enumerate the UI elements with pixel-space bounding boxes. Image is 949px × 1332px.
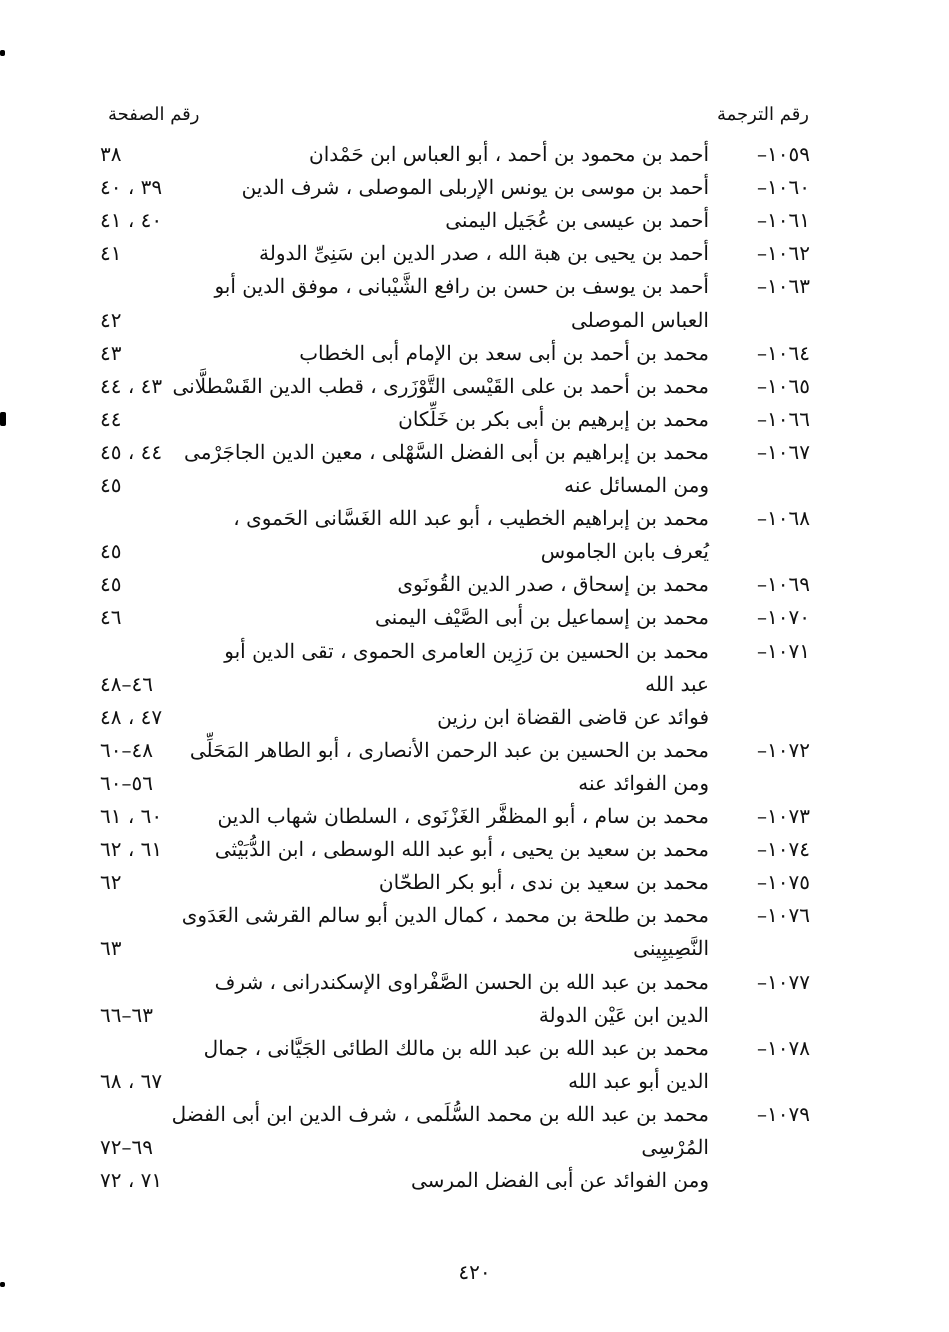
entry-pages: ٦٧ ، ٦٨ (100, 1068, 163, 1093)
index-line (0, 473, 949, 505)
index-line (0, 374, 949, 406)
index-line (0, 605, 949, 637)
entry-name: محمد بن سام ، أبو المظفَّر الغَزْنَوى ، السلطان شهاب الدين (217, 804, 709, 828)
entry-pages: ٦٢ (100, 870, 122, 895)
entry-name: محمد بن الحسين بن عبد الرحمن الأنصارى ، أبو الطاهر المَحَلِّى (189, 737, 709, 762)
entry-name: ومن الفوائد عن أبى الفضل المرسى (411, 1168, 709, 1193)
entry-number: ١٠٦١– (757, 208, 810, 233)
index-line (0, 1168, 949, 1200)
entry-pages: ٤٥ (100, 473, 122, 497)
index-line (0, 142, 949, 174)
index-line (0, 407, 949, 439)
index-line (0, 639, 949, 671)
entry-number: ١٠٦٨– (757, 506, 810, 531)
entry-number: ١٠٦٧– (757, 439, 810, 464)
entry-number: ١٠٧٥– (757, 870, 810, 895)
entry-number: ١٠٦٠– (757, 175, 810, 200)
index-line (0, 1102, 949, 1134)
entry-number: ١٠٧٩– (757, 1101, 810, 1126)
entry-pages: ٣٩ ، ٤٠ (100, 175, 163, 200)
entry-name: أحمد بن عيسى بن عُجَيل اليمنى (445, 208, 709, 233)
index-line (0, 308, 949, 340)
entry-pages: ٤٣ ، ٤٤ (100, 373, 163, 398)
index-line (0, 241, 949, 273)
index-line (0, 440, 949, 472)
entry-pages: ٤٦–٤٨ (100, 671, 153, 696)
entry-name: الدين ابن عَيْن الدولة (538, 1002, 709, 1027)
index-line (0, 1003, 949, 1035)
entry-name: أحمد بن يوسف بن حسن بن رافع الشَّيْبانى ، موفق الدين أبو (214, 274, 709, 299)
index-line (0, 175, 949, 207)
scan-mark (0, 50, 5, 56)
entry-number-header: رقم الترجمة (716, 104, 809, 125)
entry-pages: ٦١ ، ٦٢ (100, 837, 163, 862)
entry-number: ١٠٥٩– (757, 142, 810, 166)
entry-number: ١٠٧٨– (757, 1035, 810, 1060)
entry-number: ١٠٧٧– (757, 969, 810, 994)
entry-name: محمد بن عبد الله بن الحسن الصَّفْراوى الإسكندرانى ، شرف (214, 969, 709, 994)
index-line (0, 274, 949, 306)
index-line (0, 672, 949, 704)
entry-number: ١٠٦٣– (757, 274, 810, 299)
entry-name: محمد بن أحمد بن على القَيْسى التَّوْزَرى ، قطب الدين القَسْطلَّانى (172, 373, 709, 398)
entry-name: أحمد بن يحيى بن هبة الله ، صدر الدين ابن سَنِىِّ الدولة (259, 241, 709, 266)
entry-name: فوائد عن قاضى القضاة ابن رزين (437, 704, 709, 729)
entry-pages: ٣٨ (100, 142, 122, 166)
entry-pages: ٦٣ (100, 936, 122, 961)
index-line (0, 341, 949, 373)
entry-number: ١٠٧٤– (757, 837, 810, 862)
entry-number: ١٠٧٣– (757, 804, 810, 828)
entry-name: النَّصِيبِينى (633, 936, 709, 961)
entry-name: أحمد بن موسى بن يونس الإربلى الموصلى ، شرف الدين (241, 175, 709, 200)
entry-name: محمد بن طلحة بن محمد ، كمال الدين أبو سالم القرشى العَدَوى (181, 903, 709, 928)
entry-pages: ٤٤ (100, 406, 122, 431)
page-number: ٤٢٠ (458, 1260, 491, 1284)
scan-mark (0, 412, 6, 426)
page-number-header: رقم الصفحة (108, 104, 200, 125)
index-line (0, 705, 949, 737)
entry-pages: ٤٥ (100, 539, 122, 564)
index-line (0, 970, 949, 1002)
entry-name: أحمد بن محمود بن أحمد ، أبو العباس ابن حَمْدان (309, 142, 709, 166)
entry-number: ١٠٦٢– (757, 241, 810, 266)
index-line (0, 903, 949, 935)
entry-name: محمد بن إسحاق ، صدر الدين القُونَوى (397, 572, 709, 597)
entry-name: محمد بن الحسين بن رَزِين العامرى الحموى ، تقى الدين أبو (224, 638, 709, 663)
entry-pages: ٧١ ، ٧٢ (100, 1168, 163, 1193)
index-line (0, 804, 949, 836)
entry-number: ١٠٧٠– (757, 605, 810, 630)
index-line (0, 738, 949, 770)
entry-name: محمد بن إبراهيم الخطيب ، أبو عبد الله الغَسَّانى الحَموى ، (233, 506, 709, 531)
entry-name: المُرْسِى (641, 1135, 709, 1159)
entry-name: يُعرف بابن الجاموس (540, 539, 709, 564)
index-line (0, 1069, 949, 1101)
entry-name: العباس الموصلى (570, 307, 709, 332)
entry-name: محمد بن سعيد بن ندى ، أبو بكر الطحّان (378, 870, 709, 895)
entry-number: ١٠٧٦– (757, 903, 810, 928)
entry-pages: ٦٣–٦٦ (100, 1002, 153, 1027)
entry-pages: ٤٥ (100, 572, 122, 597)
entry-number: ١٠٦٤– (757, 340, 810, 365)
index-line (0, 506, 949, 538)
index-line (0, 936, 949, 968)
entry-pages: ٤٤ ، ٤٥ (100, 439, 163, 464)
entry-pages: ٤٧ ، ٤٨ (100, 704, 163, 729)
entry-number: ١٠٦٦– (757, 406, 810, 431)
entry-pages: ٤٣ (100, 340, 122, 365)
index-line (0, 1135, 949, 1167)
entry-pages: ٦٠ ، ٦١ (100, 804, 163, 828)
entry-name: الدين أبو عبد الله (568, 1068, 709, 1093)
entry-name: ومن الفوائد عنه (578, 770, 709, 795)
entry-pages: ٤٠ ، ٤١ (100, 208, 163, 233)
entry-name: محمد بن إسماعيل بن أبى الصَّيْف اليمنى (375, 605, 709, 630)
entry-number: ١٠٦٩– (757, 572, 810, 597)
entry-name: محمد بن عبد الله بن محمد السُّلَمى ، شرف الدين ابن أبى الفضل (171, 1101, 709, 1126)
entry-name: ومن المسائل عنه (564, 473, 709, 497)
entry-pages: ٦٩–٧٢ (100, 1135, 153, 1159)
entry-pages: ٤٦ (100, 605, 122, 630)
entry-name: عبد الله (645, 671, 709, 696)
index-line (0, 771, 949, 803)
scan-mark (0, 1282, 5, 1287)
entry-pages: ٤٨–٦٠ (100, 737, 153, 762)
entry-pages: ٤١ (100, 241, 122, 266)
index-line (0, 539, 949, 571)
entry-number: ١٠٧٢– (757, 737, 810, 762)
index-line (0, 1036, 949, 1068)
index-line (0, 208, 949, 240)
index-line (0, 870, 949, 902)
entry-name: محمد بن سعيد بن يحيى ، أبو عبد الله الوسطى ، ابن الدُّبَيْثى (214, 837, 709, 862)
entry-pages: ٤٢ (100, 307, 122, 332)
entry-name: محمد بن عبد الله بن عبد الله بن مالك الطائى الجَيَّانى ، جمال (203, 1035, 709, 1060)
entry-name: محمد بن أحمد بن أبى سعد بن الإمام أبى الخطاب (299, 340, 709, 365)
entry-number: ١٠٧١– (757, 638, 810, 663)
index-line (0, 572, 949, 604)
entry-pages: ٥٦–٦٠ (100, 770, 153, 795)
entry-number: ١٠٦٥– (757, 373, 810, 398)
index-line (0, 837, 949, 869)
entry-name: محمد بن إبراهيم بن أبى الفضل السَّهْلى ، معين الدين الجاجَرْمى (184, 439, 709, 464)
entry-name: محمد بن إبرهيم بن أبى بكر بن خَلِّكان (398, 406, 709, 431)
